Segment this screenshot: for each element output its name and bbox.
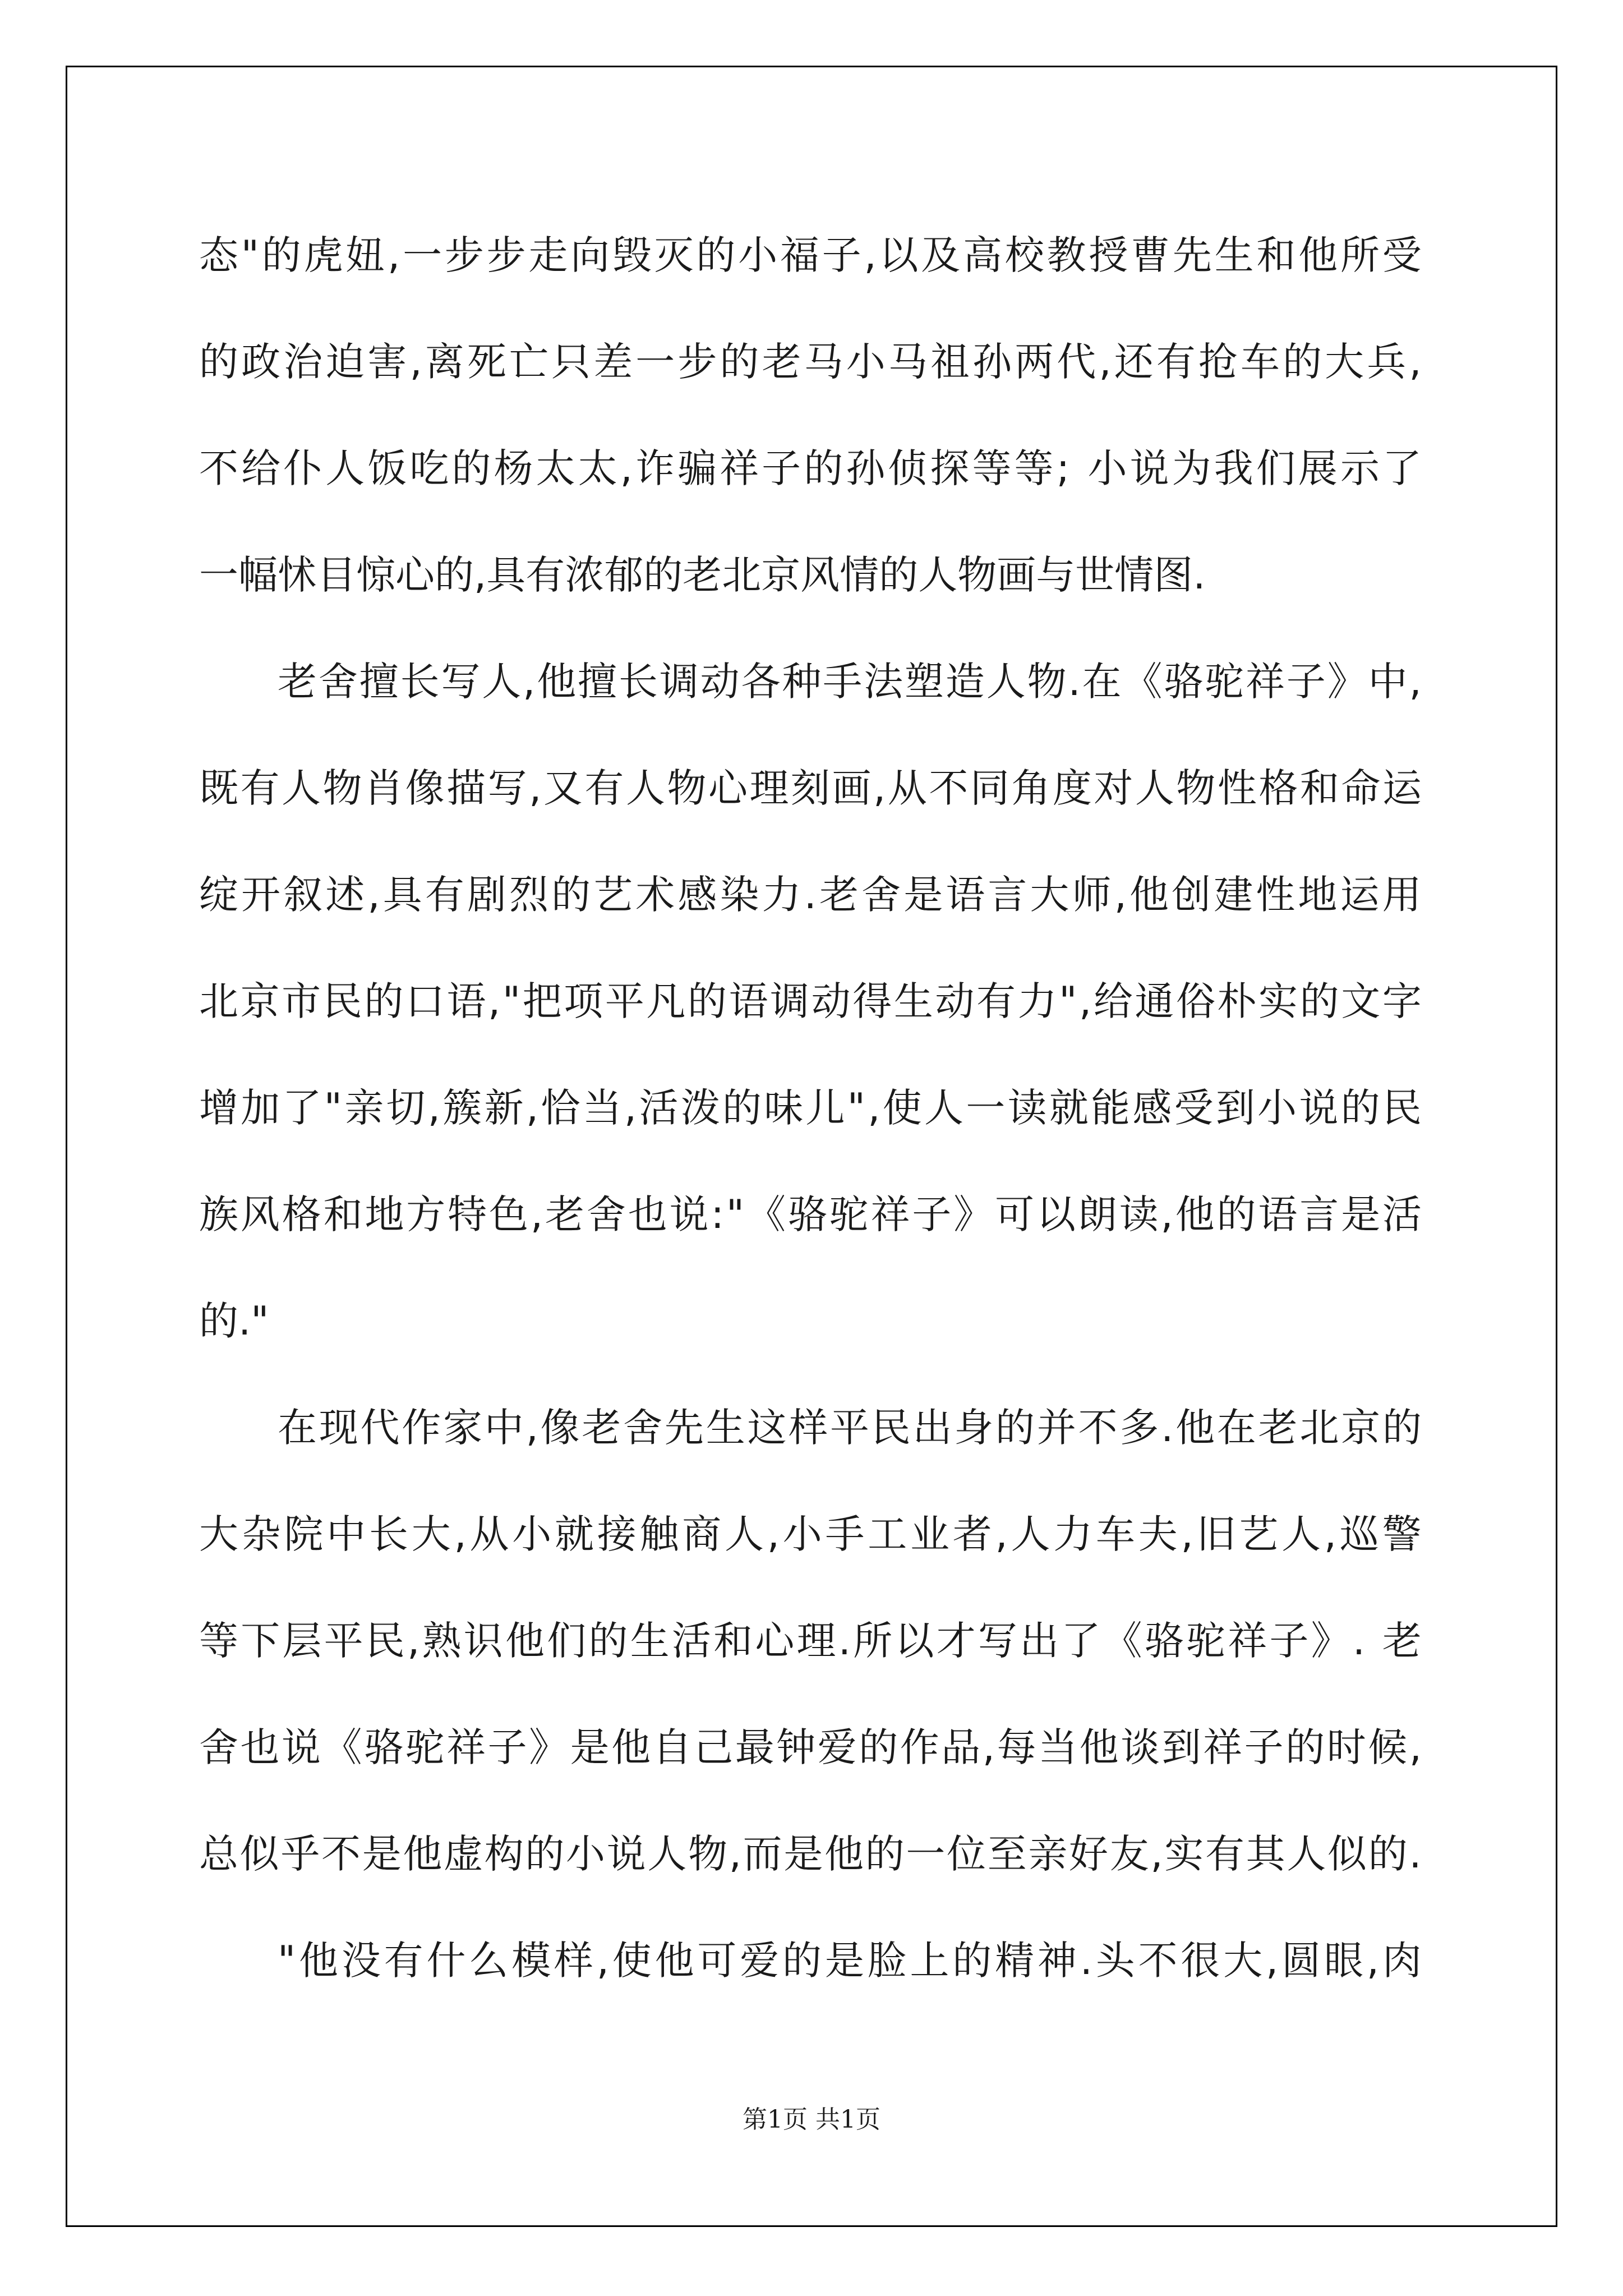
text-line-content: 大 杂 院 中 长 大 , 从 小 就 接 触 商 人 , 小 手 工 业 者 , 人 力 车 夫 , 旧 艺 人 , 巡 警 <box>199 1511 1422 1557</box>
text-line <box>199 841 1422 948</box>
text-line <box>199 948 1422 1055</box>
text-line <box>199 1481 1422 1588</box>
text-line-content: 在 现 代 作 家 中 , 像 老 舍 先 生 这 样 平 民 出 身 的 并 不 多 . 他 在 老 北 京 的 <box>278 1405 1422 1451</box>
text-line <box>199 1161 1422 1268</box>
text-line-content: 既 有 人 物 肖 像 描 写 , 又 有 人 物 心 理 刻 画 , 从 不 同 角 度 对 人 物 性 格 和 命 运 <box>199 765 1422 811</box>
text-line <box>199 1268 1422 1374</box>
text-line-content: 北 京 市 民 的 口 语 , " 把 项 平 凡 的 语 调 动 得 生 动 有 力 " , 给 通 俗 朴 实 的 文 字 <box>199 978 1422 1024</box>
text-line-content: 总 似 乎 不 是 他 虚 构 的 小 说 人 物 , 而 是 他 的 一 位 至 亲 好 友 , 实 有 其 人 似 的 . <box>199 1831 1422 1877</box>
text-line <box>199 1801 1422 1907</box>
text-line <box>199 628 1422 735</box>
text-line-content: 的." <box>199 1298 269 1344</box>
text-line-content: 不 给 仆 人 饭 吃 的 杨 太 太 , 诈 骗 祥 子 的 孙 侦 探 等 等 ; 小 说 为 我 们 展 示 了 <box>199 445 1422 491</box>
text-line <box>199 1055 1422 1161</box>
text-line-content: 绽 开 叙 述 , 具 有 剧 烈 的 艺 术 感 染 力 . 老 舍 是 语 言 大 师 , 他 创 建 性 地 运 用 <box>199 872 1422 918</box>
text-line <box>199 1374 1422 1481</box>
text-line-content: 族 风 格 和 地 方 特 色 , 老 舍 也 说 : " 《 骆 驼 祥 子 》 可 以 朗 读 , 他 的 语 言 是 活 <box>199 1191 1422 1237</box>
text-line <box>199 309 1422 415</box>
text-line-content: " 他 没 有 什 么 模 样 , 使 他 可 爱 的 是 脸 上 的 精 神 . 头 不 很 大 , 圆 眼 , 肉 <box>278 1938 1422 1984</box>
text-line <box>199 1694 1422 1801</box>
text-line <box>199 735 1422 841</box>
document-body <box>199 202 1422 2014</box>
text-line-content: 的 政 治 迫 害 , 离 死 亡 只 差 一 步 的 老 马 小 马 祖 孙 两 代 , 还 有 抢 车 的 大 兵 , <box>199 339 1422 385</box>
text-line-content: 老 舍 擅 长 写 人 , 他 擅 长 调 动 各 种 手 法 塑 造 人 物 . 在 《 骆 驼 祥 子 》 中 , <box>278 659 1422 705</box>
text-line-content: 增 加 了 " 亲 切 , 簇 新 , 恰 当 , 活 泼 的 味 儿 " , 使 人 一 读 就 能 感 受 到 小 说 的 民 <box>199 1085 1422 1131</box>
text-line <box>199 202 1422 309</box>
text-line-content: 舍 也 说 《 骆 驼 祥 子 》 是 他 自 己 最 钟 爱 的 作 品 , 每 当 他 谈 到 祥 子 的 时 候 , <box>199 1724 1422 1770</box>
text-line <box>199 415 1422 522</box>
text-line-content: 态 " 的 虎 妞 , 一 步 步 走 向 毁 灭 的 小 福 子 , 以 及 高 校 教 授 曹 先 生 和 他 所 受 <box>199 232 1422 278</box>
text-line <box>199 1588 1422 1694</box>
text-line <box>199 1907 1422 2014</box>
text-line <box>199 522 1422 628</box>
text-line-content: 等 下 层 平 民 , 熟 识 他 们 的 生 活 和 心 理 . 所 以 才 写 出 了 《 骆 驼 祥 子 》 . 老 <box>199 1618 1422 1664</box>
page-footer: 第1页 共1页 <box>743 2105 880 2134</box>
text-line-content: 一幅怵目惊心的,具有浓郁的老北京风情的人物画与世情图. <box>199 552 1206 598</box>
